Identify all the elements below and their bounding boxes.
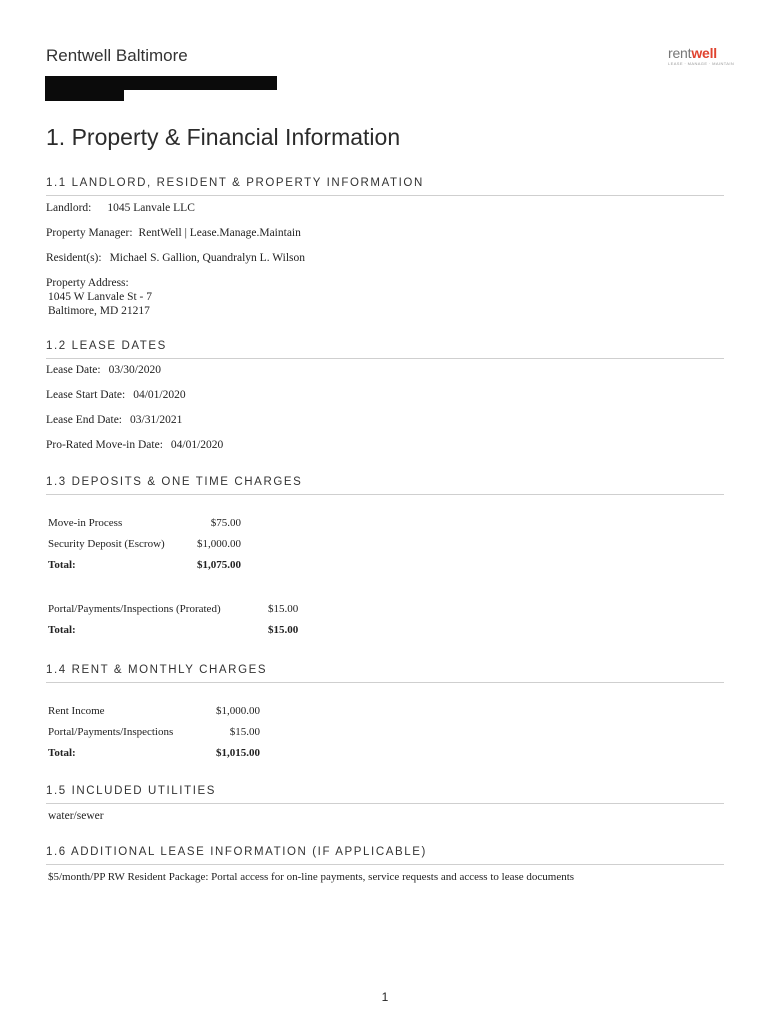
prorated-movein-value: 04/01/2020	[170, 439, 224, 451]
charge-label: Portal/Payments/Inspections (Prorated)	[48, 603, 221, 615]
charge-amount: $15.00	[229, 726, 260, 738]
monthly-charges-table	[48, 705, 260, 768]
lease-start-line	[46, 389, 186, 401]
charge-label: Security Deposit (Escrow)	[48, 538, 165, 550]
logo-rent-text: rent	[668, 45, 692, 61]
lease-end-label: Lease End Date:	[46, 414, 122, 426]
property-manager-line	[46, 227, 301, 239]
lease-start-label: Lease Start Date:	[46, 389, 126, 401]
section-heading-1-5: 1.5 INCLUDED UTILITIES	[46, 785, 724, 804]
total-label: Total:	[48, 624, 76, 636]
charge-label: Move-in Process	[48, 517, 123, 529]
property-address-line2: Baltimore, MD 21217	[48, 305, 150, 317]
property-manager-label: Property Manager:	[46, 227, 133, 239]
table-row	[48, 517, 241, 538]
additional-lease-info-value: $5/month/PP RW Resident Package: Portal access for on-line payments, service requests and access to lease documents	[48, 871, 575, 883]
table-row	[48, 559, 241, 580]
deposits-table	[48, 517, 241, 580]
property-manager-value: RentWell | Lease.Manage.Maintain	[138, 227, 301, 239]
table-row	[48, 603, 298, 624]
charge-amount: $15.00	[268, 603, 299, 615]
redaction-bar	[45, 88, 124, 101]
section-heading-1-4: 1.4 RENT & MONTHLY CHARGES	[46, 664, 724, 683]
charge-amount: $1,000.00	[216, 705, 260, 717]
section-heading-1-3: 1.3 DEPOSITS & ONE TIME CHARGES	[46, 476, 724, 495]
lease-end-line	[46, 414, 182, 426]
total-label: Total:	[48, 559, 76, 571]
landlord-label: Landlord:	[46, 202, 92, 214]
table-row	[48, 726, 260, 747]
section-heading-1-6: 1.6 ADDITIONAL LEASE INFORMATION (IF APPLICABLE)	[46, 846, 724, 865]
table-row	[48, 538, 241, 559]
property-address	[46, 276, 152, 318]
landlord-value: 1045 Lanvale LLC	[107, 202, 195, 214]
total-label: Total:	[48, 747, 76, 759]
table-row	[48, 705, 260, 726]
lease-start-value: 04/01/2020	[133, 389, 186, 401]
landlord-line	[46, 202, 195, 214]
residents-label: Resident(s):	[46, 252, 102, 264]
lease-end-value: 03/31/2021	[130, 414, 183, 426]
table-row	[48, 624, 298, 645]
charge-label: Portal/Payments/Inspections	[48, 726, 174, 738]
residents-line	[46, 252, 305, 264]
total-amount: $1,075.00	[197, 559, 241, 571]
property-address-label: Property Address:	[46, 277, 129, 289]
section-heading-1-1: 1.1 LANDLORD, RESIDENT & PROPERTY INFORMATION	[46, 177, 724, 196]
lease-date-value: 03/30/2020	[108, 364, 161, 376]
residents-value: Michael S. Gallion, Quandralyn L. Wilson	[109, 252, 306, 264]
prorated-movein-line	[46, 439, 223, 451]
page-number: 1	[381, 990, 389, 1004]
prorated-movein-label: Pro-Rated Move-in Date:	[46, 439, 163, 451]
logo-well-text: well	[691, 45, 717, 61]
lease-date-line	[46, 364, 161, 376]
page-title: 1. Property & Financial Information	[46, 124, 401, 150]
included-utilities-value: water/sewer	[48, 810, 104, 822]
section-heading-1-2: 1.2 LEASE DATES	[46, 340, 724, 359]
charge-label: Rent Income	[48, 705, 105, 717]
total-amount: $15.00	[268, 624, 299, 636]
charge-amount: $75.00	[210, 517, 241, 529]
header-title: Rentwell Baltimore	[46, 46, 188, 65]
lease-date-label: Lease Date:	[46, 364, 101, 376]
total-amount: $1,015.00	[216, 747, 260, 759]
logo-tagline: LEASE · MANAGE · MAINTAIN	[668, 61, 735, 66]
prorated-charges-table	[48, 603, 298, 645]
rentwell-logo	[668, 46, 734, 66]
property-address-line1: 1045 W Lanvale St - 7	[48, 291, 153, 303]
table-row	[48, 747, 260, 768]
charge-amount: $1,000.00	[197, 538, 241, 550]
